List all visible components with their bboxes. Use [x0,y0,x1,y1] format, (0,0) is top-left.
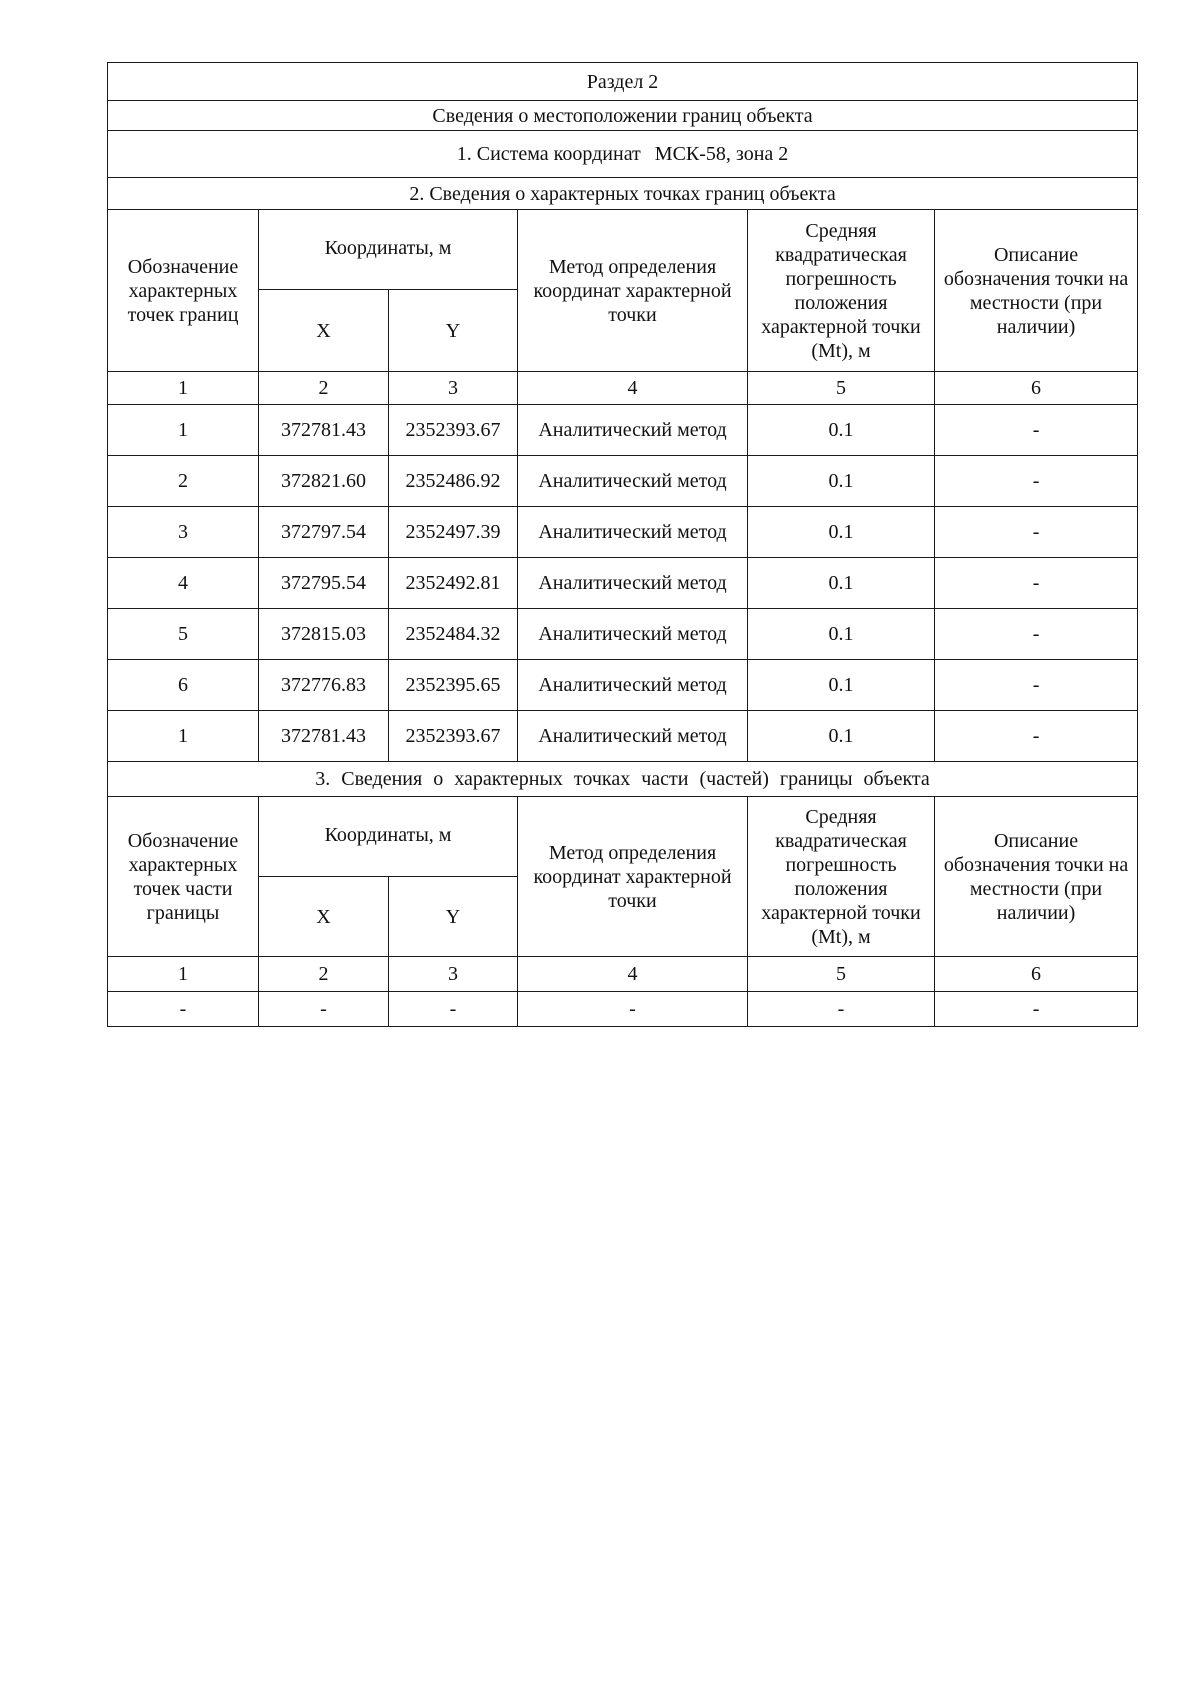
col-number: 5 [748,957,935,992]
cell-method: Аналитический метод [518,405,748,456]
part3-header-coordinates: Координаты, м [259,797,518,877]
cell-mt: 0.1 [748,660,935,711]
cell-mt: 0.1 [748,558,935,609]
part2-header-row-1 [108,210,1138,290]
cell-y: 2352486.92 [389,456,518,507]
section-subtitle: Сведения о местоположении границ объекта [108,101,1138,131]
cell-point: 3 [108,507,259,558]
table-row [108,558,1138,609]
cell-desc: - [935,558,1138,609]
part3-title: 3. Сведения о характерных точках части (частей) границы объекта [108,762,1138,797]
cell-y: 2352393.67 [389,711,518,762]
part2-header-designation: Обозначение характерных точек границ [108,210,259,372]
cell-method: Аналитический метод [518,456,748,507]
section-title-row [108,63,1138,101]
table-row [108,456,1138,507]
cell-point: 6 [108,660,259,711]
col-number: 3 [389,372,518,405]
part2-header-method: Метод определения координат характерной точки [518,210,748,372]
table-row [108,609,1138,660]
cell-method: Аналитический метод [518,609,748,660]
cell-y: 2352393.67 [389,405,518,456]
part3-header-row-1 [108,797,1138,877]
cell-point: 2 [108,456,259,507]
col-number: 6 [935,957,1138,992]
cell-point: - [108,992,259,1027]
coord-system-row [108,131,1138,178]
col-number: 4 [518,957,748,992]
part2-header-coordinates: Координаты, м [259,210,518,290]
cell-desc: - [935,711,1138,762]
table-row [108,660,1138,711]
cell-point: 1 [108,405,259,456]
cell-point: 1 [108,711,259,762]
boundary-table [107,62,1138,1027]
part3-header-designation: Обозначение характерных точек части границы [108,797,259,957]
part2-col-numbers [108,372,1138,405]
cell-y: 2352395.65 [389,660,518,711]
part3-header-method: Метод определения координат характерной точки [518,797,748,957]
table-row [108,711,1138,762]
cell-method: Аналитический метод [518,558,748,609]
cell-y: 2352497.39 [389,507,518,558]
cell-desc: - [935,992,1138,1027]
part3-header-y: Y [389,877,518,957]
cell-x: 372821.60 [259,456,389,507]
col-number: 1 [108,957,259,992]
cell-y: 2352492.81 [389,558,518,609]
coord-system-value: МСК-58, зона 2 [654,143,789,165]
cell-y: - [389,992,518,1027]
part2-header-y: Y [389,290,518,372]
part2-header-description: Описание обозначения точки на местности (при наличии) [935,210,1138,372]
cell-desc: - [935,456,1138,507]
col-number: 3 [389,957,518,992]
cell-x: 372795.54 [259,558,389,609]
part3-col-numbers [108,957,1138,992]
table-row [108,992,1138,1027]
part3-header-description: Описание обозначения точки на местности (при наличии) [935,797,1138,957]
part2-header-error: Средняя квадратическая погрешность положения характерной точки (Mt), м [748,210,935,372]
cell-mt: 0.1 [748,711,935,762]
cell-desc: - [935,660,1138,711]
cell-x: 372815.03 [259,609,389,660]
part3-header-x: X [259,877,389,957]
cell-method: Аналитический метод [518,711,748,762]
section-subtitle-row [108,101,1138,131]
section-title: Раздел 2 [108,63,1138,101]
table-row [108,507,1138,558]
col-number: 5 [748,372,935,405]
cell-desc: - [935,405,1138,456]
cell-method: Аналитический метод [518,507,748,558]
cell-mt: - [748,992,935,1027]
cell-desc: - [935,609,1138,660]
cell-desc: - [935,507,1138,558]
part2-header-x: X [259,290,389,372]
cell-point: 5 [108,609,259,660]
cell-x: 372781.43 [259,711,389,762]
cell-mt: 0.1 [748,456,935,507]
document-page [107,62,1137,1027]
part3-header-error: Средняя квадратическая погрешность положения характерной точки (Mt), м [748,797,935,957]
col-number: 2 [259,957,389,992]
cell-y: 2352484.32 [389,609,518,660]
part2-title-row [108,178,1138,210]
cell-mt: 0.1 [748,507,935,558]
coord-system [108,131,1138,178]
col-number: 1 [108,372,259,405]
cell-mt: 0.1 [748,609,935,660]
cell-x: 372797.54 [259,507,389,558]
cell-method: Аналитический метод [518,660,748,711]
cell-point: 4 [108,558,259,609]
cell-mt: 0.1 [748,405,935,456]
col-number: 4 [518,372,748,405]
coord-system-label: 1. Система координат [456,143,641,165]
cell-method: - [518,992,748,1027]
cell-x: 372781.43 [259,405,389,456]
part2-title: 2. Сведения о характерных точках границ объекта [108,178,1138,210]
col-number: 2 [259,372,389,405]
cell-x: - [259,992,389,1027]
col-number: 6 [935,372,1138,405]
table-row [108,405,1138,456]
cell-x: 372776.83 [259,660,389,711]
part3-title-row [108,762,1138,797]
